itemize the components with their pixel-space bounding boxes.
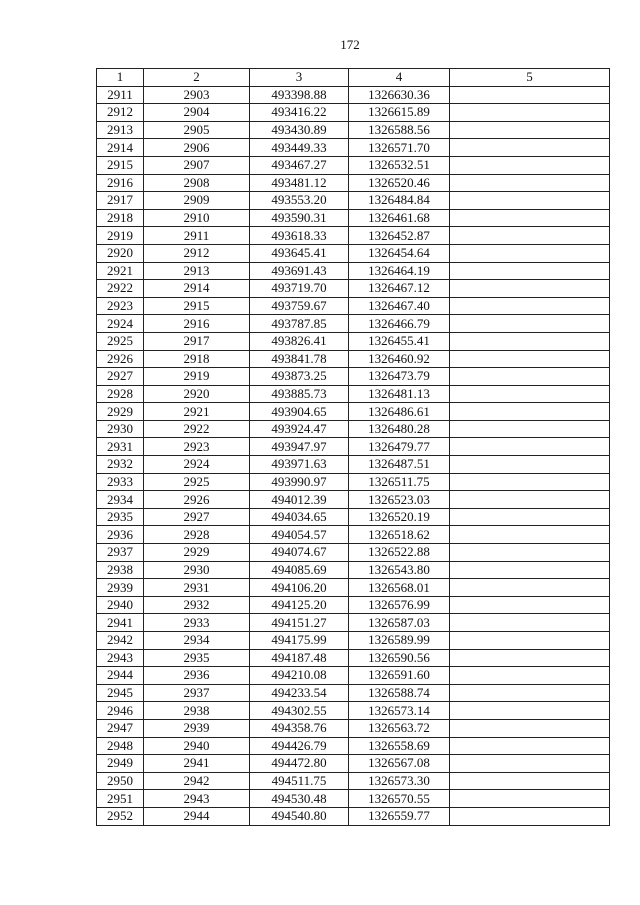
table-row <box>97 156 610 174</box>
y-coordinate-cell: 1326484.84 <box>349 192 450 210</box>
column-header: 4 <box>349 69 450 87</box>
y-coordinate-cell: 1326573.14 <box>349 702 450 720</box>
y-coordinate-cell: 1326486.61 <box>349 403 450 421</box>
x-coordinate-cell: 493449.33 <box>250 139 349 157</box>
note-cell <box>450 755 610 773</box>
point-number-cell: 2906 <box>144 139 250 157</box>
x-coordinate-cell: 493398.88 <box>250 86 349 104</box>
column-header: 1 <box>97 69 144 87</box>
table-row <box>97 807 610 825</box>
row-index-cell: 2935 <box>97 508 144 526</box>
y-coordinate-cell: 1326590.56 <box>349 649 450 667</box>
x-coordinate-cell: 493691.43 <box>250 262 349 280</box>
point-number-cell: 2927 <box>144 508 250 526</box>
table-row <box>97 174 610 192</box>
x-coordinate-cell: 494125.20 <box>250 596 349 614</box>
x-coordinate-cell: 494530.48 <box>250 790 349 808</box>
table-row <box>97 526 610 544</box>
note-cell <box>450 262 610 280</box>
point-number-cell: 2907 <box>144 156 250 174</box>
x-coordinate-cell: 494511.75 <box>250 772 349 790</box>
note-cell <box>450 332 610 350</box>
table-row <box>97 192 610 210</box>
y-coordinate-cell: 1326568.01 <box>349 579 450 597</box>
point-number-cell: 2920 <box>144 385 250 403</box>
point-number-cell: 2933 <box>144 614 250 632</box>
y-coordinate-cell: 1326479.77 <box>349 438 450 456</box>
table-row <box>97 596 610 614</box>
note-cell <box>450 737 610 755</box>
table-row <box>97 244 610 262</box>
note-cell <box>450 508 610 526</box>
note-cell <box>450 649 610 667</box>
note-cell <box>450 614 610 632</box>
point-number-cell: 2914 <box>144 280 250 298</box>
row-index-cell: 2928 <box>97 385 144 403</box>
table-row <box>97 491 610 509</box>
note-cell <box>450 807 610 825</box>
x-coordinate-cell: 494074.67 <box>250 544 349 562</box>
table-row <box>97 772 610 790</box>
row-index-cell: 2936 <box>97 526 144 544</box>
table-row <box>97 332 610 350</box>
y-coordinate-cell: 1326570.55 <box>349 790 450 808</box>
table-row <box>97 139 610 157</box>
x-coordinate-cell: 494151.27 <box>250 614 349 632</box>
y-coordinate-cell: 1326567.08 <box>349 755 450 773</box>
note-cell <box>450 403 610 421</box>
note-cell <box>450 667 610 685</box>
row-index-cell: 2946 <box>97 702 144 720</box>
note-cell <box>450 719 610 737</box>
point-number-cell: 2932 <box>144 596 250 614</box>
x-coordinate-cell: 493590.31 <box>250 209 349 227</box>
y-coordinate-cell: 1326558.69 <box>349 737 450 755</box>
y-coordinate-cell: 1326467.12 <box>349 280 450 298</box>
table-row <box>97 632 610 650</box>
x-coordinate-cell: 493645.41 <box>250 244 349 262</box>
x-coordinate-cell: 493430.89 <box>250 121 349 139</box>
point-number-cell: 2917 <box>144 332 250 350</box>
row-index-cell: 2930 <box>97 420 144 438</box>
x-coordinate-cell: 494175.99 <box>250 632 349 650</box>
point-number-cell: 2931 <box>144 579 250 597</box>
row-index-cell: 2952 <box>97 807 144 825</box>
note-cell <box>450 86 610 104</box>
y-coordinate-cell: 1326591.60 <box>349 667 450 685</box>
note-cell <box>450 456 610 474</box>
row-index-cell: 2921 <box>97 262 144 280</box>
note-cell <box>450 385 610 403</box>
note-cell <box>450 473 610 491</box>
note-cell <box>450 139 610 157</box>
table-row <box>97 649 610 667</box>
header-row <box>97 69 610 87</box>
note-cell <box>450 420 610 438</box>
row-index-cell: 2916 <box>97 174 144 192</box>
point-number-cell: 2937 <box>144 684 250 702</box>
x-coordinate-cell: 494054.57 <box>250 526 349 544</box>
note-cell <box>450 192 610 210</box>
column-header: 5 <box>450 69 610 87</box>
table-row <box>97 350 610 368</box>
y-coordinate-cell: 1326523.03 <box>349 491 450 509</box>
point-number-cell: 2936 <box>144 667 250 685</box>
row-index-cell: 2933 <box>97 473 144 491</box>
row-index-cell: 2940 <box>97 596 144 614</box>
y-coordinate-cell: 1326518.62 <box>349 526 450 544</box>
note-cell <box>450 772 610 790</box>
row-index-cell: 2937 <box>97 544 144 562</box>
note-cell <box>450 684 610 702</box>
x-coordinate-cell: 494302.55 <box>250 702 349 720</box>
point-number-cell: 2905 <box>144 121 250 139</box>
table-row <box>97 209 610 227</box>
note-cell <box>450 544 610 562</box>
row-index-cell: 2923 <box>97 297 144 315</box>
y-coordinate-cell: 1326455.41 <box>349 332 450 350</box>
table-row <box>97 544 610 562</box>
note-cell <box>450 209 610 227</box>
x-coordinate-cell: 493947.97 <box>250 438 349 456</box>
table-row <box>97 790 610 808</box>
point-number-cell: 2926 <box>144 491 250 509</box>
y-coordinate-cell: 1326460.92 <box>349 350 450 368</box>
y-coordinate-cell: 1326473.79 <box>349 368 450 386</box>
row-index-cell: 2945 <box>97 684 144 702</box>
y-coordinate-cell: 1326587.03 <box>349 614 450 632</box>
point-number-cell: 2915 <box>144 297 250 315</box>
x-coordinate-cell: 494106.20 <box>250 579 349 597</box>
table-row <box>97 262 610 280</box>
note-cell <box>450 315 610 333</box>
point-number-cell: 2916 <box>144 315 250 333</box>
table-row <box>97 456 610 474</box>
x-coordinate-cell: 493787.85 <box>250 315 349 333</box>
point-number-cell: 2924 <box>144 456 250 474</box>
x-coordinate-cell: 493416.22 <box>250 104 349 122</box>
y-coordinate-cell: 1326452.87 <box>349 227 450 245</box>
y-coordinate-cell: 1326573.30 <box>349 772 450 790</box>
note-cell <box>450 156 610 174</box>
x-coordinate-cell: 493719.70 <box>250 280 349 298</box>
x-coordinate-cell: 493481.12 <box>250 174 349 192</box>
row-index-cell: 2944 <box>97 667 144 685</box>
point-number-cell: 2911 <box>144 227 250 245</box>
y-coordinate-cell: 1326630.36 <box>349 86 450 104</box>
y-coordinate-cell: 1326467.40 <box>349 297 450 315</box>
table-row <box>97 280 610 298</box>
table-row <box>97 667 610 685</box>
table-row <box>97 561 610 579</box>
table-row <box>97 297 610 315</box>
table-row <box>97 121 610 139</box>
x-coordinate-cell: 494210.08 <box>250 667 349 685</box>
x-coordinate-cell: 494426.79 <box>250 737 349 755</box>
point-number-cell: 2904 <box>144 104 250 122</box>
table-row <box>97 508 610 526</box>
x-coordinate-cell: 493553.20 <box>250 192 349 210</box>
x-coordinate-cell: 494012.39 <box>250 491 349 509</box>
x-coordinate-cell: 494187.48 <box>250 649 349 667</box>
point-number-cell: 2938 <box>144 702 250 720</box>
point-number-cell: 2909 <box>144 192 250 210</box>
note-cell <box>450 632 610 650</box>
row-index-cell: 2922 <box>97 280 144 298</box>
row-index-cell: 2919 <box>97 227 144 245</box>
y-coordinate-cell: 1326571.70 <box>349 139 450 157</box>
x-coordinate-cell: 494233.54 <box>250 684 349 702</box>
note-cell <box>450 702 610 720</box>
row-index-cell: 2925 <box>97 332 144 350</box>
y-coordinate-cell: 1326520.46 <box>349 174 450 192</box>
point-number-cell: 2922 <box>144 420 250 438</box>
point-number-cell: 2940 <box>144 737 250 755</box>
y-coordinate-cell: 1326543.80 <box>349 561 450 579</box>
table-row <box>97 473 610 491</box>
note-cell <box>450 491 610 509</box>
x-coordinate-cell: 493924.47 <box>250 420 349 438</box>
x-coordinate-cell: 493873.25 <box>250 368 349 386</box>
table-body <box>97 86 610 825</box>
table-row <box>97 614 610 632</box>
note-cell <box>450 174 610 192</box>
x-coordinate-cell: 494358.76 <box>250 719 349 737</box>
point-number-cell: 2903 <box>144 86 250 104</box>
table-header <box>97 69 610 87</box>
note-cell <box>450 579 610 597</box>
table-row <box>97 104 610 122</box>
note-cell <box>450 350 610 368</box>
x-coordinate-cell: 493971.63 <box>250 456 349 474</box>
point-number-cell: 2918 <box>144 350 250 368</box>
coordinates-table <box>96 68 610 826</box>
row-index-cell: 2932 <box>97 456 144 474</box>
point-number-cell: 2910 <box>144 209 250 227</box>
x-coordinate-cell: 493990.97 <box>250 473 349 491</box>
y-coordinate-cell: 1326464.19 <box>349 262 450 280</box>
y-coordinate-cell: 1326454.64 <box>349 244 450 262</box>
point-number-cell: 2923 <box>144 438 250 456</box>
row-index-cell: 2911 <box>97 86 144 104</box>
row-index-cell: 2943 <box>97 649 144 667</box>
y-coordinate-cell: 1326588.56 <box>349 121 450 139</box>
note-cell <box>450 121 610 139</box>
page-number: 172 <box>340 37 360 52</box>
row-index-cell: 2913 <box>97 121 144 139</box>
row-index-cell: 2929 <box>97 403 144 421</box>
point-number-cell: 2912 <box>144 244 250 262</box>
point-number-cell: 2939 <box>144 719 250 737</box>
row-index-cell: 2915 <box>97 156 144 174</box>
y-coordinate-cell: 1326511.75 <box>349 473 450 491</box>
table-row <box>97 438 610 456</box>
note-cell <box>450 104 610 122</box>
note-cell <box>450 244 610 262</box>
table-row <box>97 737 610 755</box>
note-cell <box>450 596 610 614</box>
y-coordinate-cell: 1326588.74 <box>349 684 450 702</box>
table-row <box>97 420 610 438</box>
table-row <box>97 719 610 737</box>
note-cell <box>450 438 610 456</box>
point-number-cell: 2941 <box>144 755 250 773</box>
table-row <box>97 385 610 403</box>
note-cell <box>450 227 610 245</box>
x-coordinate-cell: 493759.67 <box>250 297 349 315</box>
row-index-cell: 2951 <box>97 790 144 808</box>
x-coordinate-cell: 494540.80 <box>250 807 349 825</box>
note-cell <box>450 280 610 298</box>
point-number-cell: 2944 <box>144 807 250 825</box>
y-coordinate-cell: 1326520.19 <box>349 508 450 526</box>
row-index-cell: 2949 <box>97 755 144 773</box>
point-number-cell: 2934 <box>144 632 250 650</box>
table-row <box>97 702 610 720</box>
y-coordinate-cell: 1326559.77 <box>349 807 450 825</box>
point-number-cell: 2928 <box>144 526 250 544</box>
table-row <box>97 315 610 333</box>
row-index-cell: 2948 <box>97 737 144 755</box>
row-index-cell: 2927 <box>97 368 144 386</box>
row-index-cell: 2950 <box>97 772 144 790</box>
table-row <box>97 403 610 421</box>
point-number-cell: 2929 <box>144 544 250 562</box>
row-index-cell: 2914 <box>97 139 144 157</box>
row-index-cell: 2934 <box>97 491 144 509</box>
column-header: 3 <box>250 69 349 87</box>
point-number-cell: 2943 <box>144 790 250 808</box>
point-number-cell: 2942 <box>144 772 250 790</box>
row-index-cell: 2947 <box>97 719 144 737</box>
table-row <box>97 684 610 702</box>
y-coordinate-cell: 1326615.89 <box>349 104 450 122</box>
point-number-cell: 2925 <box>144 473 250 491</box>
row-index-cell: 2918 <box>97 209 144 227</box>
table-row <box>97 368 610 386</box>
row-index-cell: 2926 <box>97 350 144 368</box>
x-coordinate-cell: 493841.78 <box>250 350 349 368</box>
y-coordinate-cell: 1326480.28 <box>349 420 450 438</box>
x-coordinate-cell: 493885.73 <box>250 385 349 403</box>
row-index-cell: 2942 <box>97 632 144 650</box>
row-index-cell: 2938 <box>97 561 144 579</box>
row-index-cell: 2920 <box>97 244 144 262</box>
y-coordinate-cell: 1326522.88 <box>349 544 450 562</box>
x-coordinate-cell: 493618.33 <box>250 227 349 245</box>
point-number-cell: 2930 <box>144 561 250 579</box>
column-header: 2 <box>144 69 250 87</box>
y-coordinate-cell: 1326487.51 <box>349 456 450 474</box>
x-coordinate-cell: 493467.27 <box>250 156 349 174</box>
y-coordinate-cell: 1326481.13 <box>349 385 450 403</box>
row-index-cell: 2941 <box>97 614 144 632</box>
point-number-cell: 2935 <box>144 649 250 667</box>
x-coordinate-cell: 494034.65 <box>250 508 349 526</box>
note-cell <box>450 790 610 808</box>
y-coordinate-cell: 1326576.99 <box>349 596 450 614</box>
point-number-cell: 2919 <box>144 368 250 386</box>
y-coordinate-cell: 1326532.51 <box>349 156 450 174</box>
x-coordinate-cell: 493826.41 <box>250 332 349 350</box>
table-row <box>97 86 610 104</box>
note-cell <box>450 561 610 579</box>
note-cell <box>450 368 610 386</box>
row-index-cell: 2912 <box>97 104 144 122</box>
row-index-cell: 2939 <box>97 579 144 597</box>
y-coordinate-cell: 1326589.99 <box>349 632 450 650</box>
y-coordinate-cell: 1326466.79 <box>349 315 450 333</box>
x-coordinate-cell: 493904.65 <box>250 403 349 421</box>
y-coordinate-cell: 1326563.72 <box>349 719 450 737</box>
x-coordinate-cell: 494085.69 <box>250 561 349 579</box>
point-number-cell: 2908 <box>144 174 250 192</box>
table-row <box>97 755 610 773</box>
note-cell <box>450 297 610 315</box>
table-row <box>97 579 610 597</box>
row-index-cell: 2931 <box>97 438 144 456</box>
y-coordinate-cell: 1326461.68 <box>349 209 450 227</box>
x-coordinate-cell: 494472.80 <box>250 755 349 773</box>
table-row <box>97 227 610 245</box>
note-cell <box>450 526 610 544</box>
row-index-cell: 2917 <box>97 192 144 210</box>
point-number-cell: 2921 <box>144 403 250 421</box>
row-index-cell: 2924 <box>97 315 144 333</box>
point-number-cell: 2913 <box>144 262 250 280</box>
